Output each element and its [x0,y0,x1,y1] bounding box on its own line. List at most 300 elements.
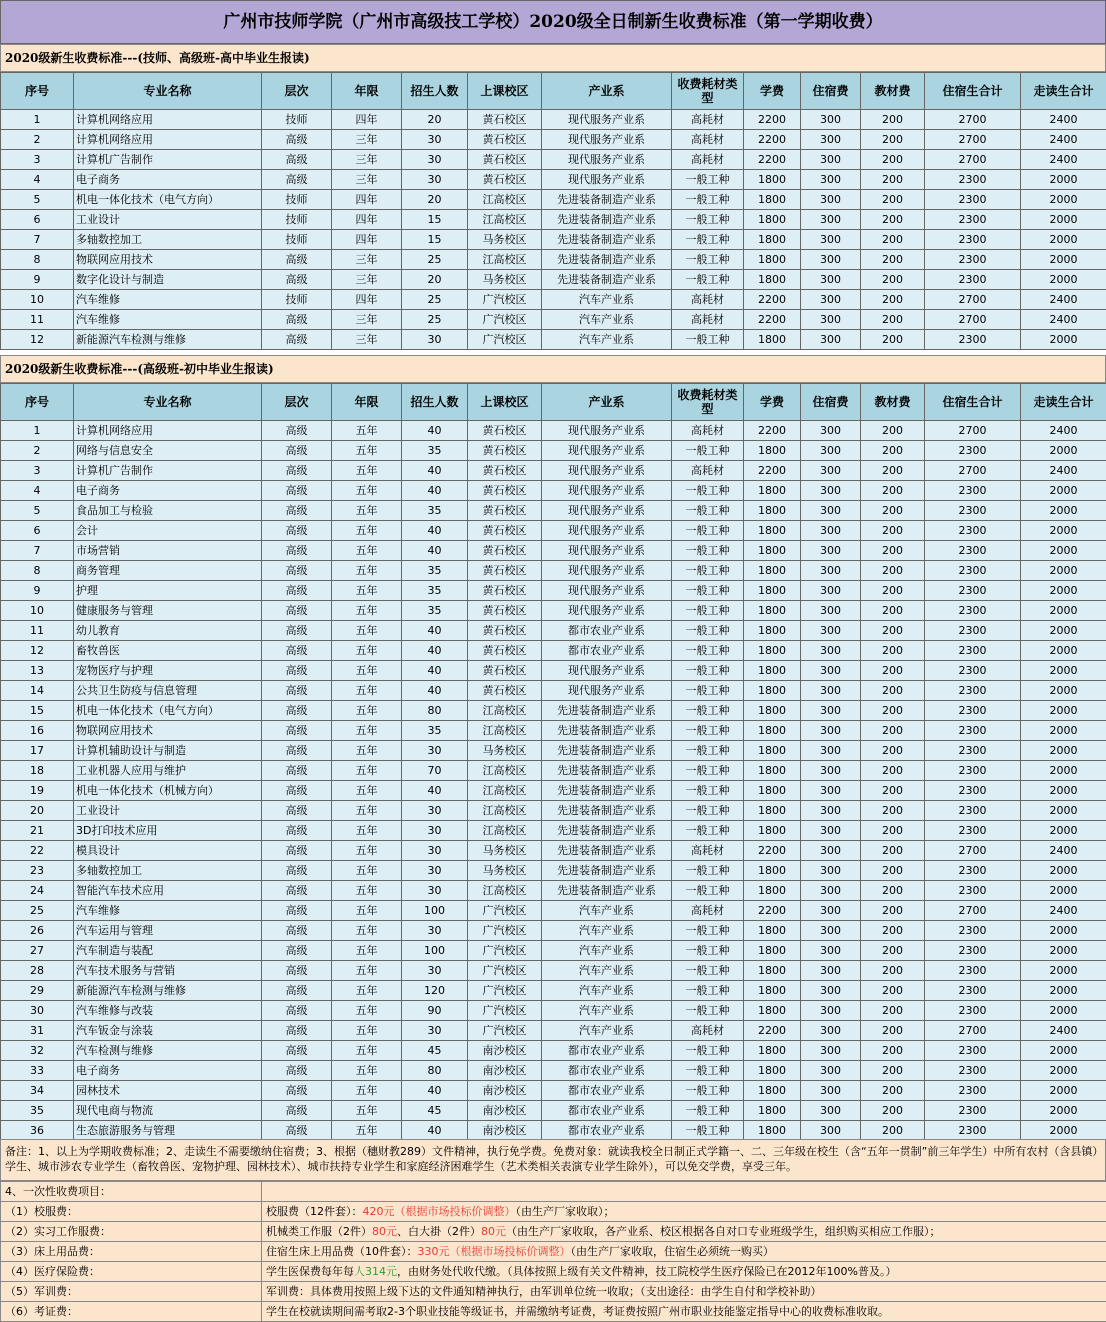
page-title: 广州市技师学院（广州市高级技工学校）2020级全日制新生收费标准（第一学期收费） [0,0,1106,44]
cell-major-name: 计算机网络应用 [74,110,262,130]
cell-day-student-total: 2000 [1021,581,1106,601]
table-row [1,581,1106,601]
cell-major-name: 计算机广告制作 [74,150,262,170]
cell-day-student-total: 2400 [1021,110,1106,130]
cell-material-type: 高耗材 [672,841,744,861]
cell-textbook-fee: 200 [861,501,925,521]
cell-dorm-fee: 300 [801,481,861,501]
cell-textbook-fee: 200 [861,801,925,821]
fee-item-label: （6）考证费： [1,1302,262,1322]
table-row [1,941,1106,961]
cell-boarder-total: 2300 [925,881,1021,901]
cell-department: 现代服务产业系 [542,150,672,170]
cell-campus: 南沙校区 [468,1101,542,1121]
cell-duration: 三年 [332,330,402,350]
cell-level: 高级 [262,421,332,441]
cell-department: 先进装备制造产业系 [542,761,672,781]
cell-row-number: 7 [1,541,74,561]
cell-major-name: 新能源汽车检测与维修 [74,330,262,350]
cell-department: 先进装备制造产业系 [542,250,672,270]
cell-tuition: 1800 [744,961,801,981]
cell-boarder-total: 2300 [925,861,1021,881]
cell-major-name: 工业设计 [74,210,262,230]
cell-material-type: 一般工种 [672,641,744,661]
cell-department: 先进装备制造产业系 [542,841,672,861]
cell-boarder-total: 2300 [925,961,1021,981]
cell-department: 汽车产业系 [542,1021,672,1041]
cell-textbook-fee: 200 [861,421,925,441]
cell-material-type: 一般工种 [672,561,744,581]
cell-tuition: 2200 [744,290,801,310]
cell-department: 都市农业产业系 [542,1101,672,1121]
cell-boarder-total: 2700 [925,150,1021,170]
cell-department: 现代服务产业系 [542,661,672,681]
cell-duration: 五年 [332,461,402,481]
table-row [1,801,1106,821]
cell-boarder-total: 2300 [925,1061,1021,1081]
cell-material-type: 高耗材 [672,110,744,130]
cell-tuition: 1800 [744,621,801,641]
cell-campus: 南沙校区 [468,1121,542,1141]
cell-level: 高级 [262,481,332,501]
cell-enrollment: 30 [402,741,468,761]
cell-boarder-total: 2700 [925,901,1021,921]
cell-row-number: 34 [1,1081,74,1101]
fee-item-row [1,1262,1106,1282]
table-row [1,310,1106,330]
cell-campus: 江高校区 [468,210,542,230]
table-row [1,150,1106,170]
cell-material-type: 一般工种 [672,881,744,901]
cell-row-number: 25 [1,901,74,921]
cell-dorm-fee: 300 [801,290,861,310]
cell-day-student-total: 2400 [1021,901,1106,921]
cell-textbook-fee: 200 [861,941,925,961]
table-row [1,681,1106,701]
cell-enrollment: 40 [402,781,468,801]
cell-enrollment: 40 [402,481,468,501]
cell-department: 都市农业产业系 [542,1061,672,1081]
cell-department: 先进装备制造产业系 [542,721,672,741]
cell-boarder-total: 2300 [925,621,1021,641]
column-header-campus: 上课校区 [468,73,542,110]
cell-campus: 江高校区 [468,190,542,210]
cell-major-name: 现代电商与物流 [74,1101,262,1121]
cell-duration: 四年 [332,230,402,250]
cell-department: 汽车产业系 [542,981,672,1001]
cell-major-name: 商务管理 [74,561,262,581]
table-row [1,901,1106,921]
table-row [1,1021,1106,1041]
cell-dorm-fee: 300 [801,801,861,821]
table-row [1,861,1106,881]
cell-boarder-total: 2300 [925,761,1021,781]
cell-duration: 五年 [332,1081,402,1101]
cell-duration: 五年 [332,1041,402,1061]
cell-level: 高级 [262,921,332,941]
column-header-dorm-fee: 住宿费 [801,384,861,421]
fee-detail-text: 人314元 [354,1265,397,1278]
cell-dorm-fee: 300 [801,1021,861,1041]
cell-tuition: 2200 [744,310,801,330]
cell-dorm-fee: 300 [801,601,861,621]
cell-enrollment: 40 [402,641,468,661]
cell-dorm-fee: 300 [801,1081,861,1101]
fee-item-label: （2）实习工作服费： [1,1222,262,1242]
cell-row-number: 1 [1,421,74,441]
cell-row-number: 6 [1,521,74,541]
table-row [1,841,1106,861]
cell-enrollment: 35 [402,441,468,461]
cell-enrollment: 40 [402,621,468,641]
table-row [1,981,1106,1001]
cell-dorm-fee: 300 [801,270,861,290]
cell-textbook-fee: 200 [861,981,925,1001]
cell-boarder-total: 2300 [925,781,1021,801]
cell-boarder-total: 2700 [925,110,1021,130]
cell-major-name: 汽车维修 [74,310,262,330]
cell-major-name: 健康服务与管理 [74,601,262,621]
cell-day-student-total: 2000 [1021,501,1106,521]
cell-boarder-total: 2300 [925,230,1021,250]
cell-material-type: 一般工种 [672,721,744,741]
cell-row-number: 29 [1,981,74,1001]
fee-detail-text: 学生在校就读期间需考取2-3个职业技能等级证书，并需缴纳考证费，考证费按照广州市职业技能鉴定指导中心的收费标准收取。 [266,1305,889,1318]
cell-row-number: 11 [1,621,74,641]
cell-level: 高级 [262,801,332,821]
cell-dorm-fee: 300 [801,941,861,961]
cell-level: 高级 [262,461,332,481]
cell-department: 汽车产业系 [542,921,672,941]
cell-department: 现代服务产业系 [542,110,672,130]
cell-duration: 五年 [332,581,402,601]
cell-row-number: 7 [1,230,74,250]
cell-tuition: 1800 [744,581,801,601]
fee-detail-text: 军训费：具体费用按照上级下达的文件通知精神执行，由军训单位统一收取；（支出途径：由学生自付和学校补助） [266,1285,822,1298]
cell-row-number: 8 [1,250,74,270]
cell-dorm-fee: 300 [801,501,861,521]
column-header-duration: 年限 [332,384,402,421]
cell-level: 技师 [262,290,332,310]
cell-row-number: 17 [1,741,74,761]
cell-campus: 江高校区 [468,721,542,741]
cell-row-number: 1 [1,110,74,130]
cell-day-student-total: 2000 [1021,761,1106,781]
fee-item-label: （5）军训费： [1,1282,262,1302]
cell-dorm-fee: 300 [801,210,861,230]
cell-row-number: 16 [1,721,74,741]
cell-duration: 五年 [332,1121,402,1141]
cell-material-type: 一般工种 [672,170,744,190]
cell-textbook-fee: 200 [861,461,925,481]
cell-material-type: 一般工种 [672,981,744,1001]
column-header-boarder-total: 住宿生合计 [925,384,1021,421]
cell-level: 高级 [262,270,332,290]
cell-tuition: 2200 [744,461,801,481]
cell-day-student-total: 2400 [1021,150,1106,170]
cell-major-name: 电子商务 [74,1061,262,1081]
cell-campus: 黄石校区 [468,561,542,581]
cell-day-student-total: 2000 [1021,881,1106,901]
cell-textbook-fee: 200 [861,230,925,250]
cell-major-name: 汽车维修 [74,901,262,921]
column-header-enrollment: 招生人数 [402,73,468,110]
cell-major-name: 计算机广告制作 [74,461,262,481]
cell-day-student-total: 2000 [1021,721,1106,741]
cell-campus: 黄石校区 [468,641,542,661]
table-row [1,741,1106,761]
column-header-major-name: 专业名称 [74,384,262,421]
cell-tuition: 1800 [744,1121,801,1141]
cell-major-name: 工业机器人应用与维护 [74,761,262,781]
cell-tuition: 1800 [744,921,801,941]
cell-major-name: 多轴数控加工 [74,861,262,881]
cell-boarder-total: 2300 [925,1041,1021,1061]
cell-textbook-fee: 200 [861,681,925,701]
cell-enrollment: 30 [402,170,468,190]
cell-material-type: 一般工种 [672,681,744,701]
fee-detail-text: ，由财务处代收代缴。（具体按照上级有关文件精神，技工院校学生医疗保险已在2012年100%普及。） [397,1265,897,1278]
cell-level: 高级 [262,981,332,1001]
cell-tuition: 1800 [744,601,801,621]
cell-boarder-total: 2300 [925,1081,1021,1101]
cell-row-number: 10 [1,601,74,621]
cell-dorm-fee: 300 [801,310,861,330]
cell-dorm-fee: 300 [801,110,861,130]
cell-material-type: 高耗材 [672,421,744,441]
cell-campus: 广汽校区 [468,1021,542,1041]
fee-item-detail [262,1282,1106,1302]
fee-detail-text: 80元 [372,1225,397,1238]
cell-enrollment: 20 [402,190,468,210]
cell-textbook-fee: 200 [861,761,925,781]
cell-boarder-total: 2700 [925,310,1021,330]
table-row [1,521,1106,541]
cell-dorm-fee: 300 [801,150,861,170]
cell-level: 高级 [262,641,332,661]
cell-duration: 五年 [332,621,402,641]
cell-material-type: 一般工种 [672,1061,744,1081]
cell-tuition: 1800 [744,441,801,461]
cell-material-type: 一般工种 [672,441,744,461]
fee-item-detail [262,1202,1106,1222]
one-time-fees-table [0,1181,1106,1322]
cell-campus: 黄石校区 [468,681,542,701]
cell-major-name: 机电一体化技术（电气方向） [74,701,262,721]
cell-level: 高级 [262,310,332,330]
cell-textbook-fee: 200 [861,270,925,290]
cell-level: 高级 [262,501,332,521]
cell-level: 技师 [262,190,332,210]
cell-tuition: 1800 [744,1061,801,1081]
cell-row-number: 5 [1,501,74,521]
cell-material-type: 一般工种 [672,701,744,721]
cell-textbook-fee: 200 [861,641,925,661]
table-row [1,1061,1106,1081]
cell-department: 现代服务产业系 [542,441,672,461]
cell-tuition: 1800 [744,330,801,350]
cell-boarder-total: 2300 [925,190,1021,210]
cell-row-number: 3 [1,461,74,481]
cell-level: 高级 [262,441,332,461]
cell-day-student-total: 2400 [1021,130,1106,150]
cell-campus: 江高校区 [468,881,542,901]
cell-day-student-total: 2000 [1021,961,1106,981]
cell-row-number: 23 [1,861,74,881]
cell-dorm-fee: 300 [801,461,861,481]
cell-enrollment: 45 [402,1041,468,1061]
cell-boarder-total: 2300 [925,661,1021,681]
cell-boarder-total: 2300 [925,921,1021,941]
cell-material-type: 一般工种 [672,921,744,941]
table-row [1,701,1106,721]
table-row [1,621,1106,641]
cell-boarder-total: 2300 [925,250,1021,270]
cell-row-number: 2 [1,130,74,150]
fee-detail-text: 住宿生床上用品费（10件套）： [266,1245,418,1258]
cell-duration: 五年 [332,701,402,721]
cell-level: 高级 [262,601,332,621]
section2-title: 2020级新生收费标准---(高级班-初中毕业生报读) [0,355,1106,383]
cell-enrollment: 90 [402,1001,468,1021]
column-header-tuition: 学费 [744,384,801,421]
cell-major-name: 电子商务 [74,170,262,190]
cell-boarder-total: 2300 [925,701,1021,721]
cell-tuition: 1800 [744,1101,801,1121]
cell-level: 高级 [262,1081,332,1101]
cell-department: 现代服务产业系 [542,170,672,190]
cell-department: 先进装备制造产业系 [542,821,672,841]
cell-dorm-fee: 300 [801,961,861,981]
cell-department: 现代服务产业系 [542,501,672,521]
cell-boarder-total: 2300 [925,501,1021,521]
cell-day-student-total: 2000 [1021,781,1106,801]
fee-item-row [1,1202,1106,1222]
cell-enrollment: 30 [402,1021,468,1041]
cell-level: 高级 [262,621,332,641]
cell-tuition: 1800 [744,661,801,681]
cell-textbook-fee: 200 [861,861,925,881]
cell-dorm-fee: 300 [801,170,861,190]
cell-duration: 五年 [332,481,402,501]
cell-textbook-fee: 200 [861,150,925,170]
cell-boarder-total: 2300 [925,601,1021,621]
cell-tuition: 1800 [744,681,801,701]
cell-tuition: 1800 [744,721,801,741]
cell-duration: 三年 [332,130,402,150]
section1-title: 2020级新生收费标准---(技师、高级班-高中毕业生报读) [0,44,1106,72]
cell-duration: 五年 [332,1101,402,1121]
cell-textbook-fee: 200 [861,1021,925,1041]
cell-material-type: 一般工种 [672,601,744,621]
cell-campus: 马务校区 [468,230,542,250]
cell-boarder-total: 2700 [925,130,1021,150]
cell-department: 先进装备制造产业系 [542,701,672,721]
cell-boarder-total: 2300 [925,170,1021,190]
cell-row-number: 13 [1,661,74,681]
cell-dorm-fee: 300 [801,661,861,681]
cell-campus: 黄石校区 [468,541,542,561]
cell-campus: 广汽校区 [468,981,542,1001]
cell-row-number: 26 [1,921,74,941]
cell-boarder-total: 2300 [925,641,1021,661]
cell-tuition: 2200 [744,150,801,170]
cell-enrollment: 40 [402,661,468,681]
cell-dorm-fee: 300 [801,981,861,1001]
cell-tuition: 1800 [744,521,801,541]
cell-duration: 五年 [332,661,402,681]
cell-campus: 黄石校区 [468,521,542,541]
cell-dorm-fee: 300 [801,1121,861,1141]
cell-row-number: 12 [1,641,74,661]
cell-boarder-total: 2700 [925,461,1021,481]
cell-tuition: 1800 [744,1041,801,1061]
cell-dorm-fee: 300 [801,230,861,250]
cell-major-name: 机电一体化技术（机械方向） [74,781,262,801]
cell-row-number: 12 [1,330,74,350]
cell-day-student-total: 2400 [1021,310,1106,330]
table-row [1,1101,1106,1121]
cell-textbook-fee: 200 [861,170,925,190]
cell-dorm-fee: 300 [801,881,861,901]
cell-major-name: 多轴数控加工 [74,230,262,250]
cell-boarder-total: 2300 [925,721,1021,741]
cell-level: 高级 [262,821,332,841]
cell-department: 先进装备制造产业系 [542,230,672,250]
cell-enrollment: 20 [402,270,468,290]
cell-duration: 四年 [332,190,402,210]
cell-campus: 广汽校区 [468,310,542,330]
cell-major-name: 汽车运用与管理 [74,921,262,941]
table-row [1,110,1106,130]
cell-enrollment: 30 [402,921,468,941]
cell-level: 高级 [262,781,332,801]
cell-level: 高级 [262,841,332,861]
cell-boarder-total: 2300 [925,521,1021,541]
cell-duration: 五年 [332,601,402,621]
cell-textbook-fee: 200 [861,721,925,741]
section1-table [0,72,1106,350]
cell-row-number: 30 [1,1001,74,1021]
cell-enrollment: 35 [402,561,468,581]
cell-duration: 五年 [332,1021,402,1041]
cell-row-number: 3 [1,150,74,170]
cell-material-type: 一般工种 [672,210,744,230]
cell-duration: 五年 [332,781,402,801]
cell-boarder-total: 2300 [925,681,1021,701]
cell-major-name: 汽车维修与改装 [74,1001,262,1021]
cell-dorm-fee: 300 [801,330,861,350]
cell-material-type: 一般工种 [672,581,744,601]
cell-textbook-fee: 200 [861,290,925,310]
cell-dorm-fee: 300 [801,1041,861,1061]
cell-day-student-total: 2000 [1021,801,1106,821]
cell-material-type: 一般工种 [672,741,744,761]
cell-tuition: 2200 [744,1021,801,1041]
section2-table [0,383,1106,1141]
cell-day-student-total: 2000 [1021,270,1106,290]
fee-detail-text: 校服费（12件套）： [266,1205,363,1218]
cell-major-name: 模具设计 [74,841,262,861]
cell-dorm-fee: 300 [801,541,861,561]
cell-tuition: 1800 [744,170,801,190]
table-row [1,821,1106,841]
cell-dorm-fee: 300 [801,421,861,441]
cell-level: 技师 [262,230,332,250]
fee-item-detail [262,1262,1106,1282]
section1-header-row [1,73,1106,110]
cell-textbook-fee: 200 [861,821,925,841]
